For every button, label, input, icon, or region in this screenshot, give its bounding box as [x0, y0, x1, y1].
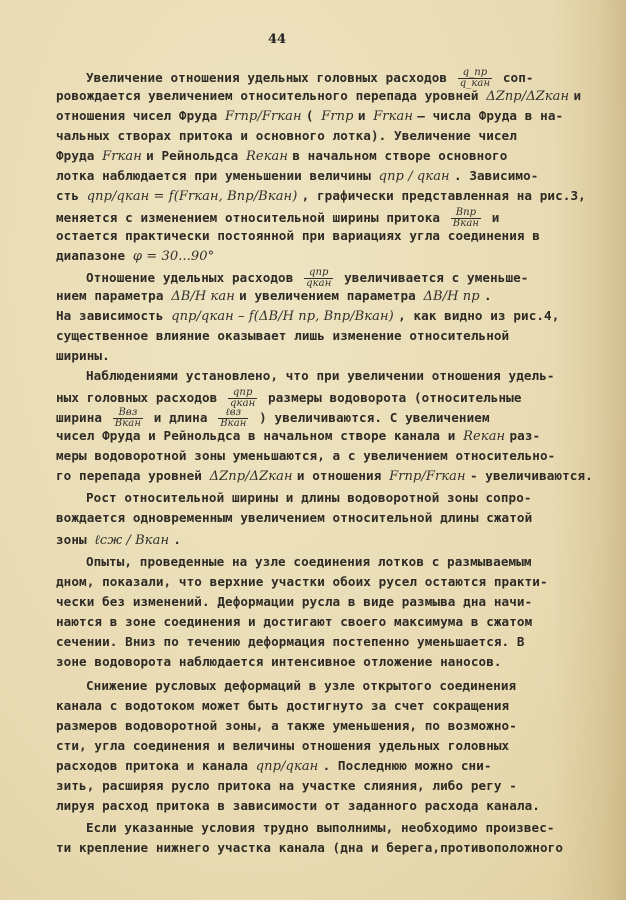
- text-line: размеров водоворотной зоны, а также уменьшения, по возможно-: [56, 718, 517, 733]
- line-text: раз-: [509, 428, 541, 443]
- line-text: и: [357, 108, 374, 123]
- handwritten-formula: Frкан: [102, 149, 147, 164]
- text-line: Если указанные условия трудно выполнимы, необходимо произвес-: [86, 820, 555, 835]
- handwritten-formula: ℓсж / Bкан: [94, 533, 174, 548]
- text-line: [86, 68, 534, 89]
- handwritten-formula: Frпр: [321, 109, 358, 124]
- fraction-formula: $\frac{\text{Bвз}}{\text{Bкан}}$: [114, 407, 142, 429]
- handwritten-formula: qпр/qкан – f(ΔB/H пр, Bпр/Bкан): [171, 309, 399, 324]
- handwritten-formula: qпр/qкан: [255, 759, 323, 774]
- text-line: лируя расход притока в зависимости от заданного расхода канала.: [56, 798, 540, 813]
- line-text: го перепада уровней: [56, 468, 210, 483]
- line-text: и: [484, 210, 500, 225]
- line-text: . Последнюю можно сни-: [322, 758, 492, 773]
- text-line: [56, 308, 559, 324]
- line-text: , графически представленная на рис.3,: [301, 188, 586, 203]
- handwritten-formula: Reкан: [246, 149, 293, 164]
- fraction-formula: $\frac{\text{qпр}}{\text{qкан}}$: [306, 267, 332, 289]
- handwritten-formula: ΔZпр/ΔZкан: [486, 89, 574, 104]
- line-text: Фруда: [56, 148, 103, 163]
- text-line: ти крепление нижнего участка канала (дна и берега,противоположного: [56, 840, 564, 855]
- text-line: [56, 532, 181, 548]
- line-text: расходов притока и канала: [56, 758, 256, 773]
- text-line: [86, 268, 529, 289]
- text-line: существенное влияние оказывает лишь изменение относительной: [56, 328, 510, 343]
- line-text: диапазоне: [56, 248, 133, 263]
- handwritten-formula: Frпр/Frкан: [225, 109, 306, 124]
- line-text: ) увеличиваются. С увеличением: [251, 410, 490, 425]
- text-line: канала с водотоком может быть достигнуто за счет сокращения: [56, 698, 510, 713]
- text-line: [56, 188, 586, 204]
- line-text: размеры водоворота (относительные: [260, 390, 522, 405]
- text-line: [56, 388, 522, 409]
- text-line: меры водоворотной зоны уменьшаются, а с увеличением относительно-: [56, 448, 556, 463]
- line-text: отношения чисел Фруда: [56, 108, 226, 123]
- line-text: Увеличение отношения удельных головных расходов: [86, 70, 455, 85]
- text-line: [56, 108, 563, 124]
- text-line: Наблюдениями установлено, что при увеличении отношения удель-: [86, 368, 555, 383]
- line-text: - увеличиваются.: [469, 468, 593, 483]
- fraction-formula: $\frac{\text{ℓвз}}{\text{Bкан}}$: [220, 407, 247, 429]
- line-text: зоны: [56, 532, 95, 547]
- line-text: , как видно из рис.4,: [398, 308, 560, 323]
- fraction-formula: $\frac{\text{Bпр}}{\text{Bкан}}$: [452, 207, 480, 229]
- text-line: [56, 428, 540, 444]
- line-text: (: [305, 108, 322, 123]
- text-line: [56, 758, 492, 774]
- line-text: и отношения: [296, 468, 390, 483]
- handwritten-formula: qпр / qкан: [378, 169, 454, 184]
- text-line: чальных створах притока и основного лотка). Увеличение чисел: [56, 128, 517, 143]
- handwritten-formula: ΔZпр/ΔZкан: [209, 469, 297, 484]
- line-text: чисел Фруда и Рейнольдса в начальном створе канала и: [56, 428, 464, 443]
- text-line: [56, 168, 538, 184]
- text-line: Опыты, проведенные на узле соединения лотков с размываемым: [86, 554, 532, 569]
- line-text: сть: [56, 188, 87, 203]
- handwritten-formula: qпр/qкан = f(Frкан, Bпр/Bкан): [86, 189, 302, 204]
- line-text: ровождается увеличением относительного перепада уровней: [56, 88, 487, 103]
- line-text: ширина: [56, 410, 110, 425]
- line-text: Отношение удельных расходов: [86, 270, 302, 285]
- text-line: зить, расширяя русло притока на участке слияния, либо регу -: [56, 778, 517, 793]
- text-line: зоне водоворота наблюдается интенсивное отложение наносов.: [56, 654, 502, 669]
- text-line: сти, угла соединения и величины отношения удельных головных: [56, 738, 510, 753]
- line-text: ных головных расходов: [56, 390, 226, 405]
- line-text: – числа Фруда в на-: [417, 108, 564, 123]
- text-line: чески без изменений. Деформации русла в виде размыва дна начи-: [56, 594, 533, 609]
- text-line: дном, показали, что верхние участки обоих русел остаются практи-: [56, 574, 548, 589]
- line-text: На зависимость: [56, 308, 172, 323]
- line-text: . Зависимо-: [453, 168, 539, 183]
- fraction-formula: $\frac{q\_пр}{\text{q\_кан}}$: [459, 67, 491, 89]
- text-line: сечении. Вниз по течению деформация постепенно уменьшается. В: [56, 634, 525, 649]
- line-text: в начальном створе основного: [292, 148, 508, 163]
- text-line: [56, 208, 499, 229]
- handwritten-formula: Frкан: [373, 109, 418, 124]
- handwritten-formula: Reкан: [463, 429, 510, 444]
- line-text: .: [483, 288, 492, 303]
- text-line: [56, 408, 490, 429]
- text-line: ширины.: [56, 348, 110, 363]
- page-number: 44: [268, 32, 287, 47]
- line-text: и: [573, 88, 582, 103]
- text-line: вождается одновременным увеличением относительной длины сжатой: [56, 510, 533, 525]
- line-text: соп-: [495, 70, 534, 85]
- handwritten-formula: ΔB/H кан: [171, 289, 240, 304]
- text-line: [56, 88, 581, 104]
- line-text: меняется с изменением относительной ширины притока: [56, 210, 448, 225]
- line-text: нием параметра: [56, 288, 172, 303]
- line-text: лотка наблюдается при уменьшении величины: [56, 168, 379, 183]
- line-text: и Рейнольдса: [146, 148, 247, 163]
- handwritten-formula: ΔB/H пр: [423, 289, 484, 304]
- text-line: наются в зоне соединения и достигают своего максимума в сжатом: [56, 614, 533, 629]
- text-line: [56, 248, 214, 264]
- handwritten-formula: φ = 30...90°: [132, 249, 215, 264]
- text-line: Рост относительной ширины и длины водоворотной зоны сопро-: [86, 490, 532, 505]
- line-text: .: [173, 532, 182, 547]
- text-line: [56, 468, 593, 484]
- line-text: и увеличением параметра: [239, 288, 424, 303]
- fraction-formula: $\frac{\text{qпр}}{\text{qкан}}$: [230, 387, 256, 409]
- text-line: Снижение русловых деформаций в узле открытого соединения: [86, 678, 517, 693]
- text-line: остается практически постоянной при вариациях угла соединения в: [56, 228, 540, 243]
- handwritten-formula: Frпр/Frкан: [389, 469, 470, 484]
- text-line: [56, 148, 507, 164]
- line-text: и длина: [146, 410, 216, 425]
- line-text: увеличивается с уменьше-: [336, 270, 529, 285]
- text-line: [56, 288, 492, 304]
